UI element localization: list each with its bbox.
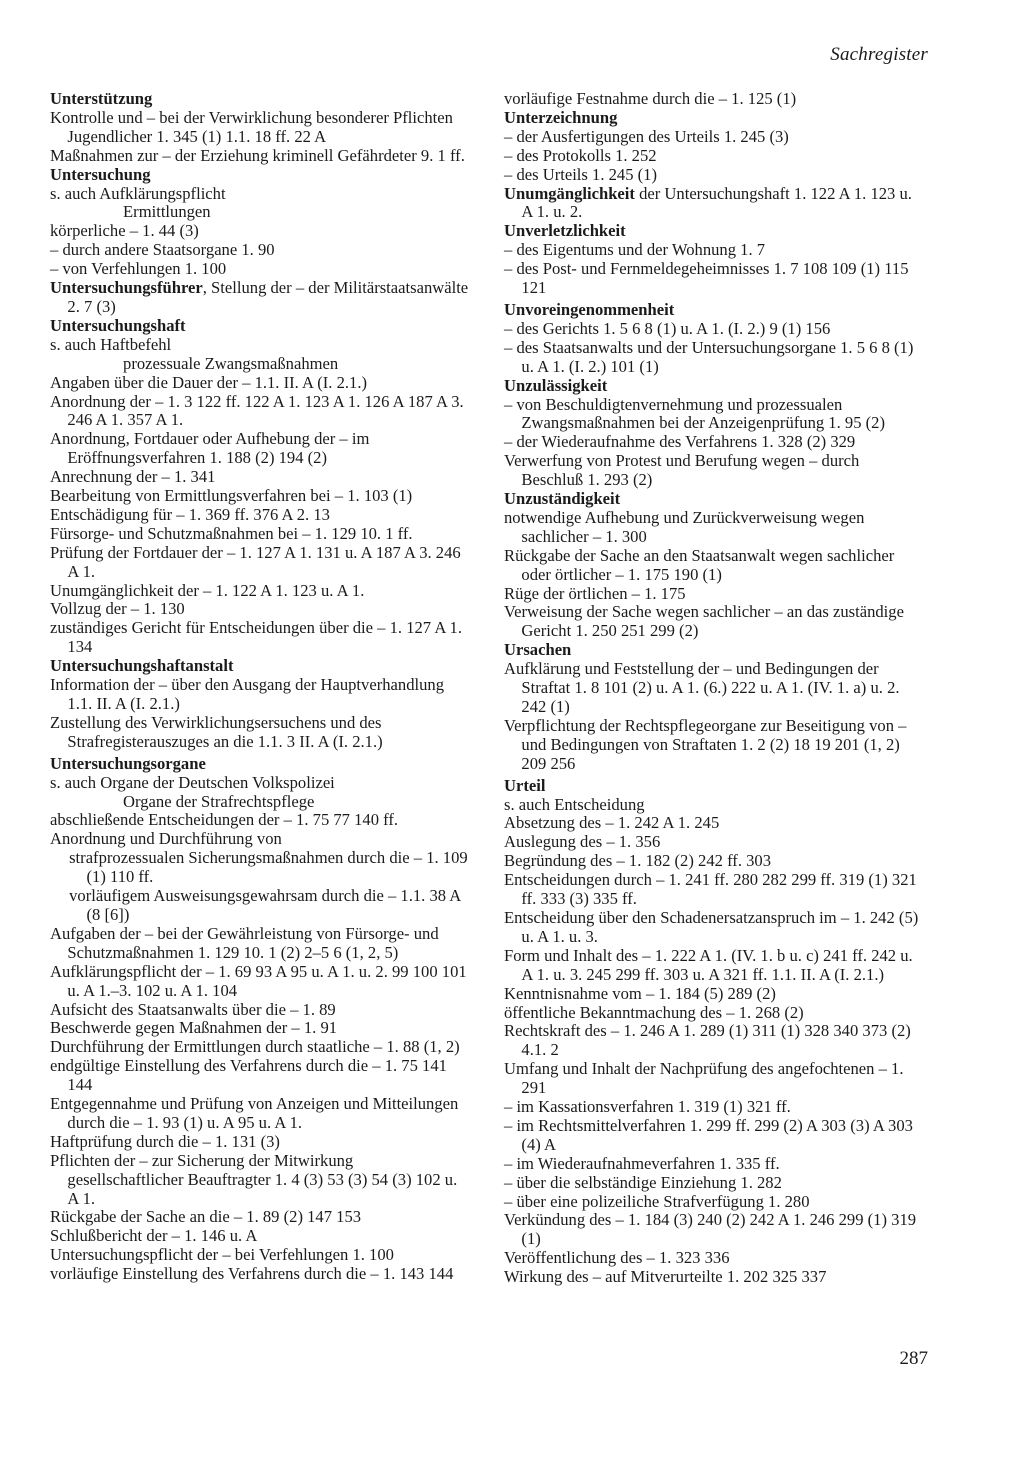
index-see-also-item: prozessuale Zwangsmaßnahmen: [123, 353, 339, 373]
index-entry: Aufklärung und Feststellung der – und Bedingungen der Straftat 1. 8 101 (2) u. A 1. (6.) 222 u. A 1. (IV. 1. a) u. 2. 242 (1): [504, 659, 900, 716]
index-entry: Entscheidungen durch – 1. 241 ff. 280 282 299 ff. 319 (1) 321 ff. 333 (3) 335 ff.: [504, 870, 917, 909]
index-entry: – über eine polizeiliche Strafverfügung 1. 280: [504, 1191, 810, 1211]
index-entry: Rechtskraft des – 1. 246 A 1. 289 (1) 311 (1) 328 340 373 (2) 4.1. 2: [504, 1021, 911, 1060]
index-heading: Unverletzlichkeit: [504, 221, 626, 241]
index-entry: notwendige Aufhebung und Zurückverweisung wegen sachlicher – 1. 300: [504, 507, 865, 546]
index-entry: Anordnung, Fortdauer oder Aufhebung der – im Eröffnungsverfahren 1. 188 (2) 194 (2): [50, 429, 370, 468]
index-heading: Unvoreingenommenheit: [504, 299, 675, 319]
index-heading: Unzulässigkeit: [504, 375, 608, 395]
index-entry: Vollzug der – 1. 130: [50, 599, 185, 619]
index-entry: – über die selbständige Einziehung 1. 282: [504, 1172, 782, 1192]
index-entry: Verweisung der Sache wegen sachlicher – an das zuständige Gericht 1. 250 251 299 (2): [504, 602, 904, 641]
index-entry: Wirkung des – auf Mitverurteilte 1. 202 325 337: [504, 1267, 827, 1287]
index-entry: Bearbeitung von Ermittlungsverfahren bei – 1. 103 (1): [50, 486, 413, 506]
index-entry-text: der Untersuchungshaft 1. 122 A 1. 123 u. A 1. u. 2.: [521, 183, 912, 222]
index-entry: zuständiges Gericht für Entscheidungen über die – 1. 127 A 1. 134: [50, 618, 462, 657]
index-heading: Unterzeichnung: [504, 107, 618, 127]
index-entry: – des Protokolls 1. 252: [504, 145, 657, 165]
index-entry: Beschwerde gegen Maßnahmen der – 1. 91: [50, 1018, 338, 1038]
index-entry: öffentliche Bekanntmachung des – 1. 268 (2): [504, 1002, 804, 1022]
index-entry: Maßnahmen zur – der Erziehung kriminell Gefährdeter 9. 1 ff.: [50, 145, 465, 165]
index-entry: – des Eigentums und der Wohnung 1. 7: [504, 240, 766, 260]
index-entry: – der Ausfertigungen des Urteils 1. 245 (3): [504, 126, 789, 146]
index-entry: Prüfung der Fortdauer der – 1. 127 A 1. 131 u. A 187 A 3. 246 A 1.: [50, 542, 461, 581]
index-entry: Aufsicht des Staatsanwalts über die – 1. 89: [50, 999, 336, 1019]
index-column-left: [50, 90, 470, 1284]
index-entry: Rüge der örtlichen – 1. 175: [504, 583, 686, 603]
index-subentry: strafprozessualen Sicherungsmaßnahmen durch die – 1. 109 (1) 110 ff.: [69, 848, 468, 887]
index-entry: – der Wiederaufnahme des Verfahrens 1. 328 (2) 329: [504, 432, 856, 452]
index-entry: Absetzung des – 1. 242 A 1. 245: [504, 813, 720, 833]
index-entry: Verwerfung von Protest und Berufung wegen – durch Beschluß 1. 293 (2): [504, 451, 860, 490]
index-entry: Anrechnung der – 1. 341: [50, 467, 216, 487]
index-entry: – im Rechtsmittelverfahren 1. 299 ff. 299 (2) A 303 (3) A 303 (4) A: [504, 1115, 913, 1154]
index-entry: Angaben über die Dauer der – 1.1. II. A (I. 2.1.): [50, 372, 368, 392]
index-heading: Urteil: [504, 775, 546, 795]
index-entry: Rückgabe der Sache an die – 1. 89 (2) 147 153: [50, 1207, 362, 1227]
index-entry: Aufklärungspflicht der – 1. 69 93 A 95 u. A 1. u. 2. 99 100 101 u. A 1.–3. 102 u. A 1. 104: [50, 961, 467, 1000]
index-entry: Entgegennahme und Prüfung von Anzeigen und Mitteilungen durch die – 1. 93 (1) u. A 95 u. A 1.: [50, 1094, 459, 1132]
index-entry: Aufgaben der – bei der Gewährleistung von Fürsorge- und Schutzmaßnahmen 1. 129 10. 1 (2) 2–5 6 (1, 2, 5): [50, 923, 439, 962]
index-entry: endgültige Einstellung des Verfahrens durch die – 1. 75 141 144: [50, 1056, 447, 1095]
index-subentry: vorläufigem Ausweisungsgewahrsam durch die – 1.1. 38 A (8 [6]): [69, 886, 461, 924]
index-entry: Pflichten der – zur Sicherung der Mitwirkung gesellschaftlicher Beauftragter 1. 4 (3) 53 (3) 54 (3) 102 u. A 1.: [50, 1150, 458, 1208]
index-entry: Kenntnisnahme vom – 1. 184 (5) 289 (2): [504, 983, 776, 1003]
index-entry: Auslegung des – 1. 356: [504, 832, 661, 852]
index-entry: Kontrolle und – bei der Verwirklichung besonderer Pflichten Jugendlicher 1. 345 (1) 1.1. 18 ff. 22 A: [50, 107, 453, 146]
index-entry: s. auch Haftbefehl: [50, 334, 172, 354]
index-entry: Verkündung des – 1. 184 (3) 240 (2) 242 A 1. 246 299 (1) 319 (1): [504, 1210, 917, 1249]
index-heading: Untersuchungshaft: [50, 315, 186, 335]
index-entry: vorläufige Einstellung des Verfahrens durch die – 1. 143 144: [50, 1264, 454, 1284]
index-heading-entry: [504, 185, 924, 223]
index-entry: Entscheidung über den Schadenersatzanspruch im – 1. 242 (5) u. A 1. u. 3.: [504, 907, 919, 946]
index-entry: s. auch Aufklärungspflicht: [50, 183, 226, 203]
index-entry: – des Staatsanwalts und der Untersuchungsorgane 1. 5 6 8 (1) u. A 1. (I. 2.) 101 (1): [504, 337, 914, 376]
index-entry: Fürsorge- und Schutzmaßnahmen bei – 1. 129 10. 1 ff.: [50, 523, 413, 543]
index-entry: abschließende Entscheidungen der – 1. 75 77 140 ff.: [50, 810, 399, 830]
page-number: 287: [899, 1348, 928, 1369]
index-entry-text: , Stellung der – der Militärstaatsanwälte 2. 7 (3): [67, 278, 469, 316]
index-entry: Begründung des – 1. 182 (2) 242 ff. 303: [504, 851, 772, 871]
index-entry: Durchführung der Ermittlungen durch staatliche – 1. 88 (1, 2): [50, 1037, 460, 1057]
index-entry: Anordnung der – 1. 3 122 ff. 122 A 1. 123 A 1. 126 A 187 A 3. 246 A 1. 357 A 1.: [50, 391, 464, 430]
index-entry: – des Gerichts 1. 5 6 8 (1) u. A 1. (I. 2.) 9 (1) 156: [504, 318, 831, 338]
index-entry: – durch andere Staatsorgane 1. 90: [50, 240, 275, 260]
index-see-also-item: Organe der Strafrechtspflege: [123, 791, 315, 811]
index-entry: s. auch Organe der Deutschen Volkspolizei: [50, 772, 335, 792]
index-entry: Schlußbericht der – 1. 146 u. A: [50, 1226, 258, 1246]
index-heading-term: Untersuchungsführer: [50, 278, 203, 298]
index-entry: Veröffentlichung des – 1. 323 336: [504, 1248, 730, 1268]
index-entry: Rückgabe der Sache an den Staatsanwalt wegen sachlicher oder örtlicher – 1. 175 190 (1): [504, 545, 895, 584]
index-see-also-item: Ermittlungen: [123, 202, 211, 222]
index-entry: Form und Inhalt des – 1. 222 A 1. (IV. 1. b u. c) 241 ff. 242 u. A 1. u. 3. 245 299 ff. 303 u. A 321 ff. 1.1. II. A (I. 2.1.): [504, 945, 913, 984]
index-heading: Untersuchungshaftanstalt: [50, 656, 234, 676]
index-entry: s. auch Entscheidung: [504, 794, 645, 814]
index-entry: Zustellung des Verwirklichungsersuchens und des Strafregisterauszuges an die 1.1. 3 II. A (I. 2.1.): [50, 712, 383, 751]
index-entry: – von Beschuldigtenvernehmung und prozessualen Zwangsmaßnahmen bei der Anzeigenprüfung 1. 95 (2): [504, 394, 885, 433]
index-entry: – des Urteils 1. 245 (1): [504, 164, 658, 184]
index-heading: Unzuständigkeit: [504, 489, 621, 509]
index-entry: Anordnung und Durchführung von: [50, 829, 282, 849]
index-heading: Unterstützung: [50, 89, 153, 108]
index-entry: – des Post- und Fernmeldegeheimnisses 1. 7 108 109 (1) 115 121: [504, 259, 909, 298]
index-column-right: [504, 90, 924, 1287]
index-entry: Haftprüfung durch die – 1. 131 (3): [50, 1131, 280, 1151]
index-entry: Verpflichtung der Rechtspflegeorgane zur Beseitigung von – und Bedingungen von Straftaten 1. 2 (2) 18 19 201 (1, 2) 209 256: [504, 715, 907, 773]
index-entry: Entschädigung für – 1. 369 ff. 376 A 2. 13: [50, 504, 330, 524]
index-entry: – im Kassationsverfahren 1. 319 (1) 321 ff.: [504, 1097, 791, 1117]
index-heading: Ursachen: [504, 640, 572, 660]
index-heading-term: Unumgänglichkeit: [504, 183, 635, 203]
index-heading-entry: [50, 279, 470, 317]
index-heading: Untersuchung: [50, 164, 151, 184]
index-entry: Untersuchungspflicht der – bei Verfehlungen 1. 100: [50, 1245, 394, 1265]
page-header-title: Sachregister: [830, 44, 928, 65]
index-entry: – im Wiederaufnahmeverfahren 1. 335 ff.: [504, 1153, 780, 1173]
index-heading: Untersuchungsorgane: [50, 753, 206, 773]
index-entry: vorläufige Festnahme durch die – 1. 125 (1): [504, 89, 797, 108]
index-entry: Unumgänglichkeit der – 1. 122 A 1. 123 u. A 1.: [50, 580, 365, 600]
index-entry: Umfang und Inhalt der Nachprüfung des angefochtenen – 1. 291: [504, 1059, 904, 1098]
index-entry: körperliche – 1. 44 (3): [50, 221, 199, 241]
index-entry: – von Verfehlungen 1. 100: [50, 259, 227, 279]
index-entry: Information der – über den Ausgang der Hauptverhandlung 1.1. II. A (I. 2.1.): [50, 675, 444, 713]
